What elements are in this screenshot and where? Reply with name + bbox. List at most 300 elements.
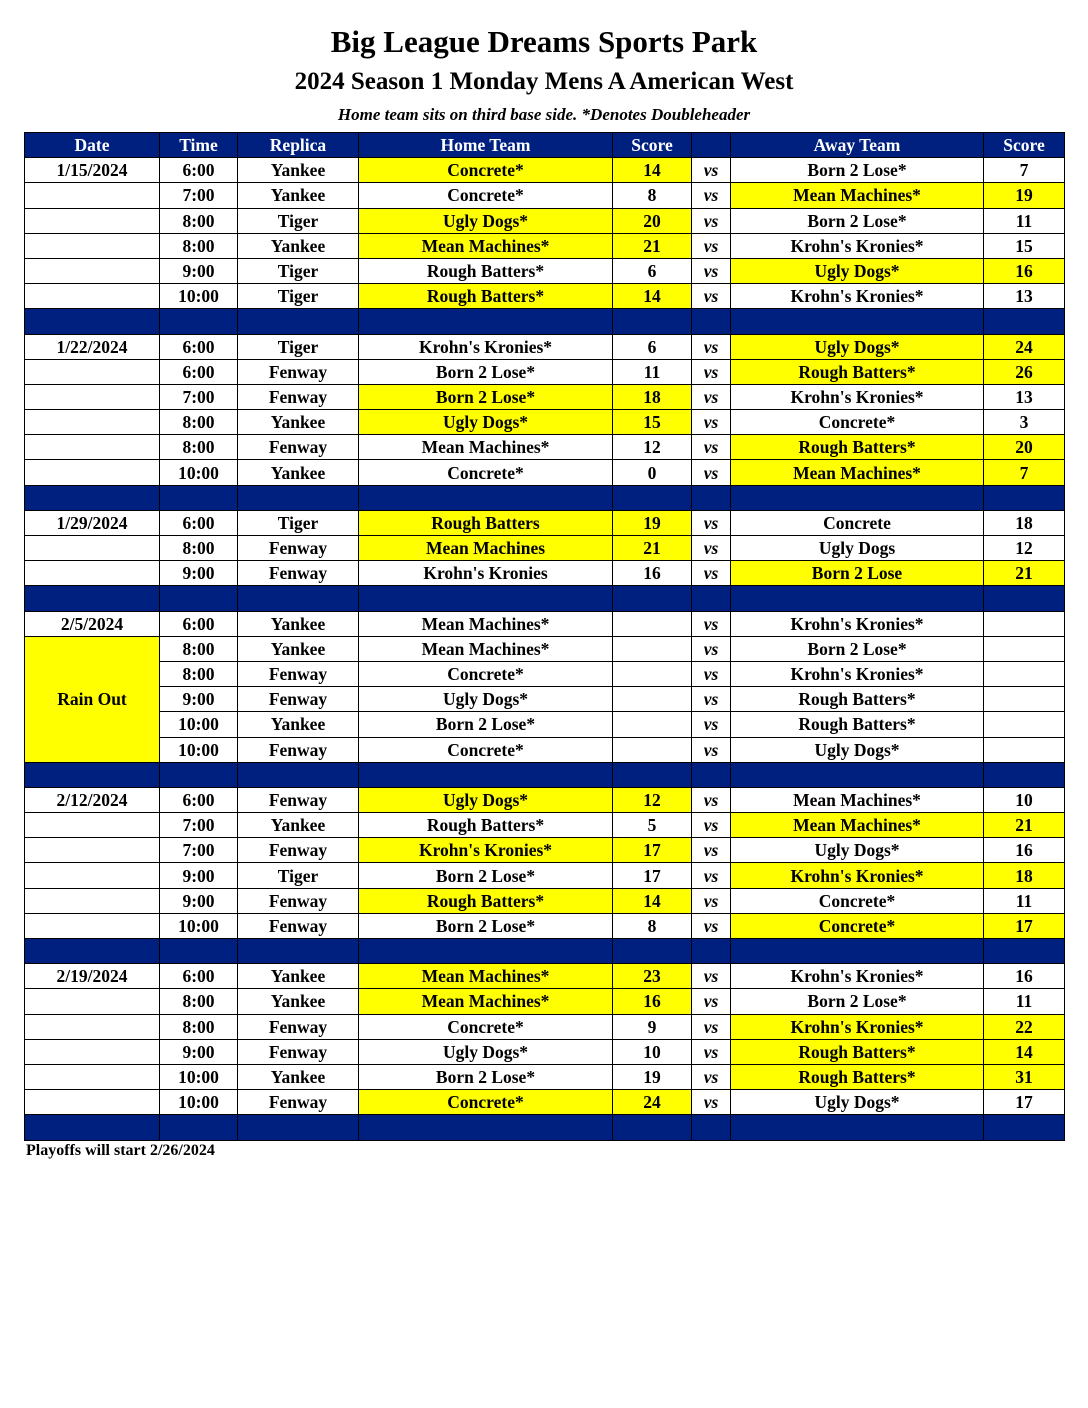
table-header-row <box>25 133 1065 158</box>
home-score: 21 <box>613 233 692 258</box>
table-row <box>25 636 1065 661</box>
week-separator <box>25 309 1065 334</box>
home-team: Mean Machines* <box>359 989 613 1014</box>
game-date-empty <box>25 1090 160 1115</box>
game-date: 2/19/2024 <box>25 964 160 989</box>
away-score: 16 <box>984 964 1065 989</box>
away-score: 17 <box>984 1090 1065 1115</box>
game-time: 9:00 <box>160 888 238 913</box>
vs-label: vs <box>692 435 731 460</box>
game-time: 10:00 <box>160 460 238 485</box>
game-date-empty <box>25 888 160 913</box>
home-team: Born 2 Lose* <box>359 863 613 888</box>
home-score: 6 <box>613 334 692 359</box>
home-team: Concrete* <box>359 183 613 208</box>
away-score: 18 <box>984 863 1065 888</box>
table-row <box>25 284 1065 309</box>
home-score: 23 <box>613 964 692 989</box>
game-field: Yankee <box>238 410 359 435</box>
away-team: Ugly Dogs <box>731 536 984 561</box>
separator-cell <box>238 586 359 611</box>
game-field: Yankee <box>238 611 359 636</box>
game-field: Tiger <box>238 863 359 888</box>
game-time: 9:00 <box>160 863 238 888</box>
away-score: 13 <box>984 384 1065 409</box>
separator-cell <box>692 762 731 787</box>
table-row <box>25 510 1065 535</box>
separator-cell <box>731 939 984 964</box>
separator-cell <box>984 485 1065 510</box>
home-score: 14 <box>613 284 692 309</box>
away-team: Krohn's Kronies* <box>731 384 984 409</box>
home-score: 6 <box>613 258 692 283</box>
vs-label: vs <box>692 661 731 686</box>
game-date-empty <box>25 384 160 409</box>
separator-cell <box>613 309 692 334</box>
vs-label: vs <box>692 1064 731 1089</box>
separator-cell <box>359 1115 613 1140</box>
home-score: 16 <box>613 561 692 586</box>
separator-cell <box>238 939 359 964</box>
away-score: 20 <box>984 435 1065 460</box>
away-team: Mean Machines* <box>731 460 984 485</box>
separator-cell <box>359 485 613 510</box>
table-row <box>25 888 1065 913</box>
game-time: 6:00 <box>160 334 238 359</box>
home-team: Born 2 Lose* <box>359 359 613 384</box>
col-header-home-team: Home Team <box>359 133 613 158</box>
game-field: Tiger <box>238 334 359 359</box>
away-team: Ugly Dogs* <box>731 838 984 863</box>
separator-cell <box>984 1115 1065 1140</box>
game-field: Yankee <box>238 1064 359 1089</box>
vs-label: vs <box>692 913 731 938</box>
away-score: 16 <box>984 258 1065 283</box>
away-score: 7 <box>984 158 1065 183</box>
home-score: 20 <box>613 208 692 233</box>
away-score: 11 <box>984 989 1065 1014</box>
home-team: Born 2 Lose* <box>359 384 613 409</box>
game-date-empty <box>25 435 160 460</box>
away-score <box>984 661 1065 686</box>
game-time: 6:00 <box>160 787 238 812</box>
game-time: 10:00 <box>160 712 238 737</box>
away-score <box>984 636 1065 661</box>
vs-label: vs <box>692 1039 731 1064</box>
game-field: Yankee <box>238 183 359 208</box>
home-score: 12 <box>613 787 692 812</box>
away-score <box>984 712 1065 737</box>
game-time: 8:00 <box>160 410 238 435</box>
game-time: 8:00 <box>160 208 238 233</box>
home-team: Concrete* <box>359 1014 613 1039</box>
separator-cell <box>238 762 359 787</box>
vs-label: vs <box>692 536 731 561</box>
game-time: 8:00 <box>160 636 238 661</box>
home-team: Concrete* <box>359 661 613 686</box>
game-time: 7:00 <box>160 384 238 409</box>
away-team: Krohn's Kronies* <box>731 611 984 636</box>
game-field: Yankee <box>238 964 359 989</box>
home-score <box>613 611 692 636</box>
home-team-note: Home team sits on third base side. *Denotes Doubleheader <box>337 105 751 124</box>
separator-cell <box>731 1115 984 1140</box>
home-score: 17 <box>613 838 692 863</box>
home-team: Rough Batters* <box>359 888 613 913</box>
table-row <box>25 334 1065 359</box>
away-score: 12 <box>984 536 1065 561</box>
vs-label: vs <box>692 611 731 636</box>
separator-cell <box>160 939 238 964</box>
game-date-empty <box>25 536 160 561</box>
table-row <box>25 787 1065 812</box>
game-field: Fenway <box>238 787 359 812</box>
home-team: Concrete* <box>359 1090 613 1115</box>
vs-label: vs <box>692 561 731 586</box>
separator-cell <box>25 939 160 964</box>
separator-cell <box>692 586 731 611</box>
home-score: 12 <box>613 435 692 460</box>
separator-cell <box>25 309 160 334</box>
week-separator <box>25 586 1065 611</box>
week-separator <box>25 762 1065 787</box>
away-team: Born 2 Lose* <box>731 636 984 661</box>
game-date: 2/5/2024 <box>25 611 160 636</box>
home-team: Rough Batters* <box>359 813 613 838</box>
separator-cell <box>160 309 238 334</box>
home-score: 8 <box>613 183 692 208</box>
col-header-away-team: Away Team <box>731 133 984 158</box>
vs-label: vs <box>692 838 731 863</box>
separator-cell <box>731 485 984 510</box>
col-header-away-score: Score <box>984 133 1065 158</box>
game-time: 6:00 <box>160 158 238 183</box>
separator-cell <box>984 309 1065 334</box>
game-time: 10:00 <box>160 1064 238 1089</box>
away-team: Born 2 Lose* <box>731 989 984 1014</box>
schedule-table <box>24 132 1065 1141</box>
game-date-empty <box>25 460 160 485</box>
away-team: Krohn's Kronies* <box>731 1014 984 1039</box>
game-field: Fenway <box>238 888 359 913</box>
away-team: Ugly Dogs* <box>731 334 984 359</box>
rain-out-label: Rain Out <box>25 636 160 762</box>
separator-cell <box>613 485 692 510</box>
home-score <box>613 712 692 737</box>
table-row <box>25 158 1065 183</box>
game-field: Fenway <box>238 384 359 409</box>
vs-label: vs <box>692 284 731 309</box>
vs-label: vs <box>692 687 731 712</box>
game-field: Yankee <box>238 989 359 1014</box>
game-field: Fenway <box>238 359 359 384</box>
vs-label: vs <box>692 208 731 233</box>
game-date-empty <box>25 233 160 258</box>
game-time: 8:00 <box>160 536 238 561</box>
game-time: 9:00 <box>160 258 238 283</box>
game-date-empty <box>25 258 160 283</box>
home-team: Born 2 Lose* <box>359 913 613 938</box>
table-row <box>25 359 1065 384</box>
away-team: Rough Batters* <box>731 712 984 737</box>
table-row <box>25 258 1065 283</box>
away-team: Born 2 Lose <box>731 561 984 586</box>
home-score <box>613 737 692 762</box>
away-score <box>984 687 1065 712</box>
game-field: Tiger <box>238 258 359 283</box>
game-field: Yankee <box>238 636 359 661</box>
table-row <box>25 737 1065 762</box>
table-row <box>25 661 1065 686</box>
home-team: Born 2 Lose* <box>359 1064 613 1089</box>
away-team: Mean Machines* <box>731 813 984 838</box>
game-date-empty <box>25 913 160 938</box>
table-row <box>25 838 1065 863</box>
away-score: 16 <box>984 838 1065 863</box>
vs-label: vs <box>692 636 731 661</box>
game-time: 6:00 <box>160 964 238 989</box>
away-team: Rough Batters* <box>731 687 984 712</box>
table-row <box>25 460 1065 485</box>
game-field: Fenway <box>238 435 359 460</box>
home-team: Rough Batters <box>359 510 613 535</box>
game-time: 10:00 <box>160 284 238 309</box>
away-score <box>984 737 1065 762</box>
week-separator <box>25 939 1065 964</box>
separator-cell <box>160 485 238 510</box>
vs-label: vs <box>692 410 731 435</box>
vs-label: vs <box>692 1090 731 1115</box>
separator-cell <box>25 1115 160 1140</box>
home-team: Ugly Dogs* <box>359 208 613 233</box>
table-row <box>25 435 1065 460</box>
game-date-empty <box>25 561 160 586</box>
separator-cell <box>359 309 613 334</box>
game-time: 9:00 <box>160 561 238 586</box>
home-score: 14 <box>613 888 692 913</box>
game-field: Fenway <box>238 561 359 586</box>
away-team: Ugly Dogs* <box>731 1090 984 1115</box>
game-field: Yankee <box>238 158 359 183</box>
separator-cell <box>731 586 984 611</box>
separator-cell <box>238 309 359 334</box>
table-row <box>25 863 1065 888</box>
game-time: 10:00 <box>160 913 238 938</box>
table-row <box>25 1064 1065 1089</box>
game-field: Tiger <box>238 208 359 233</box>
table-row <box>25 1014 1065 1039</box>
away-team: Concrete <box>731 510 984 535</box>
home-score: 11 <box>613 359 692 384</box>
vs-label: vs <box>692 233 731 258</box>
away-score: 7 <box>984 460 1065 485</box>
home-team: Mean Machines* <box>359 964 613 989</box>
away-score: 19 <box>984 183 1065 208</box>
home-team: Mean Machines* <box>359 233 613 258</box>
home-team: Concrete* <box>359 737 613 762</box>
table-row <box>25 561 1065 586</box>
away-team: Rough Batters* <box>731 435 984 460</box>
vs-label: vs <box>692 813 731 838</box>
away-team: Ugly Dogs* <box>731 258 984 283</box>
separator-cell <box>25 586 160 611</box>
separator-cell <box>25 762 160 787</box>
away-team: Krohn's Kronies* <box>731 284 984 309</box>
game-field: Fenway <box>238 687 359 712</box>
game-time: 6:00 <box>160 510 238 535</box>
separator-cell <box>25 485 160 510</box>
home-score <box>613 661 692 686</box>
home-team: Concrete* <box>359 158 613 183</box>
separator-cell <box>613 1115 692 1140</box>
game-field: Fenway <box>238 536 359 561</box>
separator-cell <box>984 586 1065 611</box>
home-team: Rough Batters* <box>359 258 613 283</box>
game-time: 9:00 <box>160 1039 238 1064</box>
game-date-empty <box>25 284 160 309</box>
table-row <box>25 964 1065 989</box>
vs-label: vs <box>692 258 731 283</box>
home-score: 18 <box>613 384 692 409</box>
away-team: Krohn's Kronies* <box>731 863 984 888</box>
separator-cell <box>359 762 613 787</box>
home-score: 8 <box>613 913 692 938</box>
game-date-empty <box>25 838 160 863</box>
game-date: 1/15/2024 <box>25 158 160 183</box>
away-team: Rough Batters* <box>731 1064 984 1089</box>
home-team: Ugly Dogs* <box>359 1039 613 1064</box>
home-score: 19 <box>613 510 692 535</box>
table-row <box>25 712 1065 737</box>
home-team: Rough Batters* <box>359 284 613 309</box>
game-field: Yankee <box>238 233 359 258</box>
vs-label: vs <box>692 359 731 384</box>
table-row <box>25 384 1065 409</box>
game-field: Yankee <box>238 712 359 737</box>
vs-label: vs <box>692 510 731 535</box>
playoffs-note: Playoffs will start 2/26/2024 <box>26 1142 215 1159</box>
separator-cell <box>160 762 238 787</box>
game-date-empty <box>25 863 160 888</box>
home-team: Mean Machines* <box>359 611 613 636</box>
away-score: 18 <box>984 510 1065 535</box>
away-score: 15 <box>984 233 1065 258</box>
table-row <box>25 1090 1065 1115</box>
game-field: Fenway <box>238 913 359 938</box>
separator-cell <box>613 939 692 964</box>
table-row <box>25 989 1065 1014</box>
home-score: 21 <box>613 536 692 561</box>
separator-cell <box>359 586 613 611</box>
home-score: 15 <box>613 410 692 435</box>
game-date-empty <box>25 989 160 1014</box>
home-team: Krohn's Kronies* <box>359 334 613 359</box>
away-team: Krohn's Kronies* <box>731 661 984 686</box>
separator-cell <box>731 309 984 334</box>
away-score: 10 <box>984 787 1065 812</box>
home-team: Krohn's Kronies <box>359 561 613 586</box>
away-team: Rough Batters* <box>731 359 984 384</box>
game-time: 8:00 <box>160 435 238 460</box>
page-subtitle: 2024 Season 1 Monday Mens A American West <box>294 68 794 95</box>
table-row <box>25 233 1065 258</box>
game-field: Fenway <box>238 838 359 863</box>
home-team: Ugly Dogs* <box>359 787 613 812</box>
game-date-empty <box>25 1064 160 1089</box>
separator-cell <box>160 1115 238 1140</box>
game-field: Fenway <box>238 1039 359 1064</box>
table-row <box>25 1039 1065 1064</box>
separator-cell <box>692 309 731 334</box>
table-row <box>25 410 1065 435</box>
table-row <box>25 183 1065 208</box>
away-team: Concrete* <box>731 410 984 435</box>
away-team: Mean Machines* <box>731 787 984 812</box>
away-score: 13 <box>984 284 1065 309</box>
page-title: Big League Dreams Sports Park <box>330 24 758 59</box>
game-time: 7:00 <box>160 838 238 863</box>
game-time: 8:00 <box>160 989 238 1014</box>
game-date: 2/12/2024 <box>25 787 160 812</box>
game-time: 10:00 <box>160 737 238 762</box>
table-row <box>25 913 1065 938</box>
vs-label: vs <box>692 460 731 485</box>
game-date-empty <box>25 359 160 384</box>
separator-cell <box>731 762 984 787</box>
away-score: 22 <box>984 1014 1065 1039</box>
away-score: 31 <box>984 1064 1065 1089</box>
away-score: 17 <box>984 913 1065 938</box>
game-date-empty <box>25 208 160 233</box>
separator-cell <box>984 939 1065 964</box>
col-header-home-score: Score <box>613 133 692 158</box>
vs-label: vs <box>692 863 731 888</box>
away-score: 24 <box>984 334 1065 359</box>
game-time: 8:00 <box>160 233 238 258</box>
separator-cell <box>613 762 692 787</box>
away-score: 26 <box>984 359 1065 384</box>
game-field: Fenway <box>238 1090 359 1115</box>
home-score: 9 <box>613 1014 692 1039</box>
week-separator <box>25 1115 1065 1140</box>
home-team: Mean Machines <box>359 536 613 561</box>
game-date-empty <box>25 183 160 208</box>
game-field: Fenway <box>238 661 359 686</box>
separator-cell <box>692 1115 731 1140</box>
col-header-date: Date <box>25 133 160 158</box>
game-field: Yankee <box>238 813 359 838</box>
vs-label: vs <box>692 964 731 989</box>
game-field: Fenway <box>238 737 359 762</box>
away-score <box>984 611 1065 636</box>
table-row <box>25 536 1065 561</box>
game-field: Fenway <box>238 1014 359 1039</box>
away-team: Rough Batters* <box>731 1039 984 1064</box>
vs-label: vs <box>692 1014 731 1039</box>
home-score: 14 <box>613 158 692 183</box>
away-score: 14 <box>984 1039 1065 1064</box>
game-time: 7:00 <box>160 813 238 838</box>
away-score: 21 <box>984 813 1065 838</box>
home-score <box>613 636 692 661</box>
game-time: 6:00 <box>160 359 238 384</box>
home-score: 17 <box>613 863 692 888</box>
game-date-empty <box>25 410 160 435</box>
game-time: 9:00 <box>160 687 238 712</box>
away-team: Ugly Dogs* <box>731 737 984 762</box>
away-score: 3 <box>984 410 1065 435</box>
game-field: Tiger <box>238 510 359 535</box>
